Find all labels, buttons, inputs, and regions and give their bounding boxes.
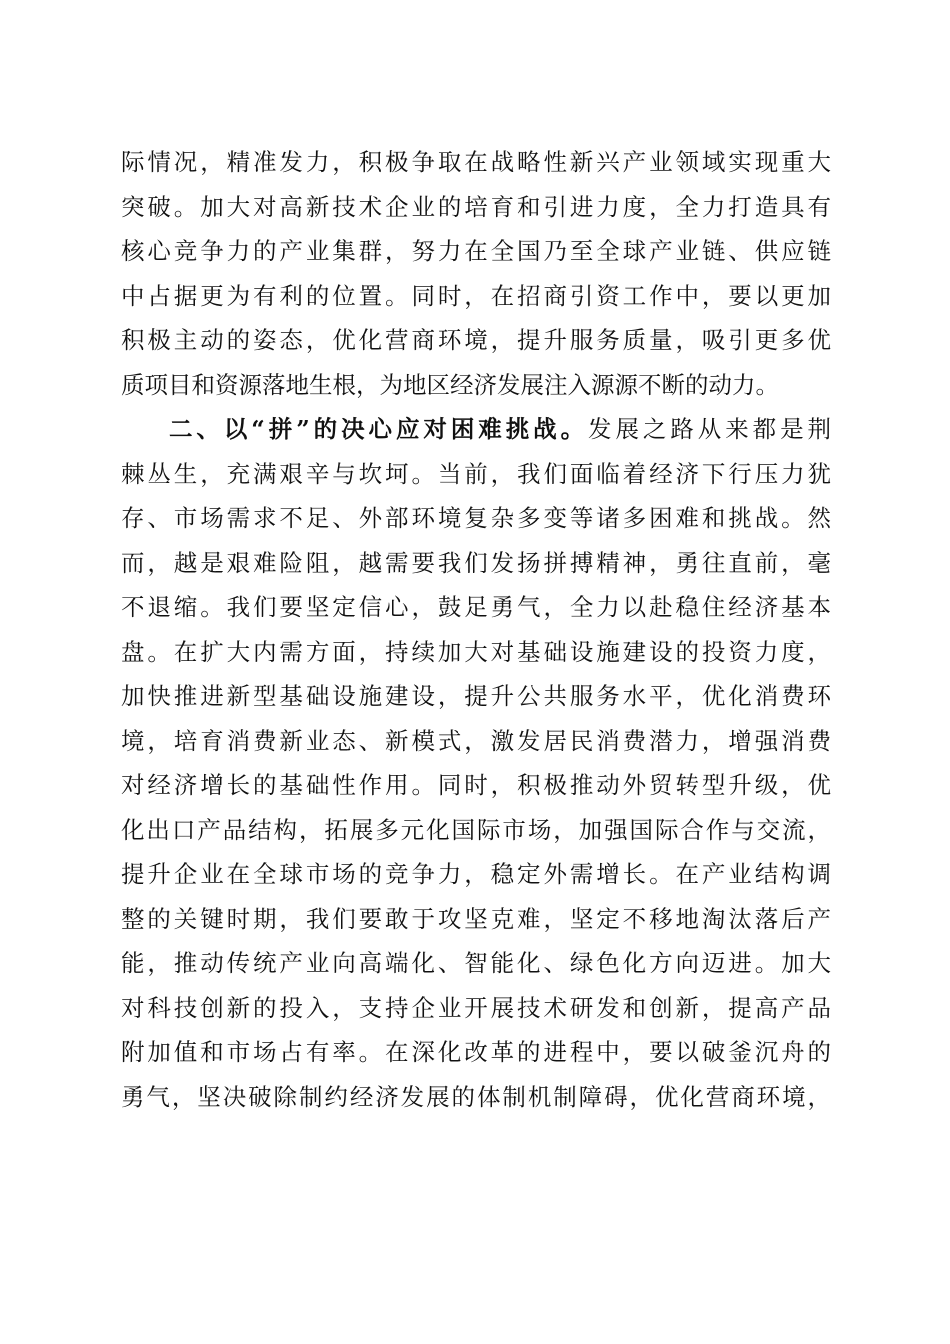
- paragraph-line: 质项目和资源落地生根，为地区经济发展注入源源不断的动力。: [121, 370, 779, 399]
- paragraph-line: 核心竞争力的产业集群，努力在全国乃至全球产业链、供应链: [121, 237, 831, 265]
- heading-line-rest: 发展之路从来都是荆: [588, 415, 831, 443]
- paragraph-line: 棘丛生，充满艰辛与坎坷。当前，我们面临着经济下行压力犹: [121, 459, 831, 488]
- paragraph-line: 对经济增长的基础性作用。同时，积极推动外贸转型升级，优: [121, 771, 831, 799]
- paragraph-2: [121, 407, 831, 1119]
- paragraph-line: 勇气，坚决破除制约经济发展的体制机制障碍，优化营商环境，: [121, 1082, 831, 1111]
- paragraph-line: 积极主动的姿态，优化营商环境，提升服务质量，吸引更多优: [121, 326, 831, 354]
- paragraph-line: 境，培育消费新业态、新模式，激发居民消费潜力，增强消费: [121, 726, 831, 755]
- paragraph-line: 对科技创新的投入，支持企业开展技术研发和创新，提高产品: [121, 993, 831, 1022]
- paragraph-line: 突破。加大对高新技术企业的培育和引进力度，全力打造具有: [121, 192, 831, 221]
- paragraph-line: 加快推进新型基础设施建设，提升公共服务水平，优化消费环: [121, 682, 831, 710]
- paragraph-line: 能，推动传统产业向高端化、智能化、绿色化方向迈进。加大: [121, 949, 831, 977]
- paragraph-line: 存、市场需求不足、外部环境复杂多变等诸多困难和挑战。然: [121, 504, 831, 532]
- paragraph-line: 际情况，精准发力，积极争取在战略性新兴产业领域实现重大: [121, 148, 831, 176]
- paragraph-line: 化出口产品结构，拓展多元化国际市场，加强国际合作与交流，: [121, 815, 831, 844]
- paragraph-line: 提升企业在全球市场的竞争力，稳定外需增长。在产业结构调: [121, 860, 831, 888]
- paragraph-line: 不退缩。我们要坚定信心，鼓足勇气，全力以赴稳住经济基本: [121, 593, 831, 621]
- paragraph-line: 而，越是艰难险阻，越需要我们发扬拼搏精神，勇往直前，毫: [121, 548, 831, 577]
- paragraph-line: 盘。在扩大内需方面，持续加大对基础设施建设的投资力度，: [121, 637, 831, 666]
- paragraph-line: 中占据更为有利的位置。同时，在招商引资工作中，要以更加: [121, 281, 831, 310]
- paragraph-line: 整的关键时期，我们要敢于攻坚克难，坚定不移地淘汰落后产: [121, 904, 831, 933]
- section-heading: 二、以“拼”的决心应对困难挑战。: [169, 415, 589, 443]
- paragraph-1: [121, 140, 831, 407]
- paragraph-first-line: [121, 407, 831, 452]
- document-body: [121, 140, 831, 1119]
- paragraph-line: 附加值和市场占有率。在深化改革的进程中，要以破釜沉舟的: [121, 1038, 831, 1066]
